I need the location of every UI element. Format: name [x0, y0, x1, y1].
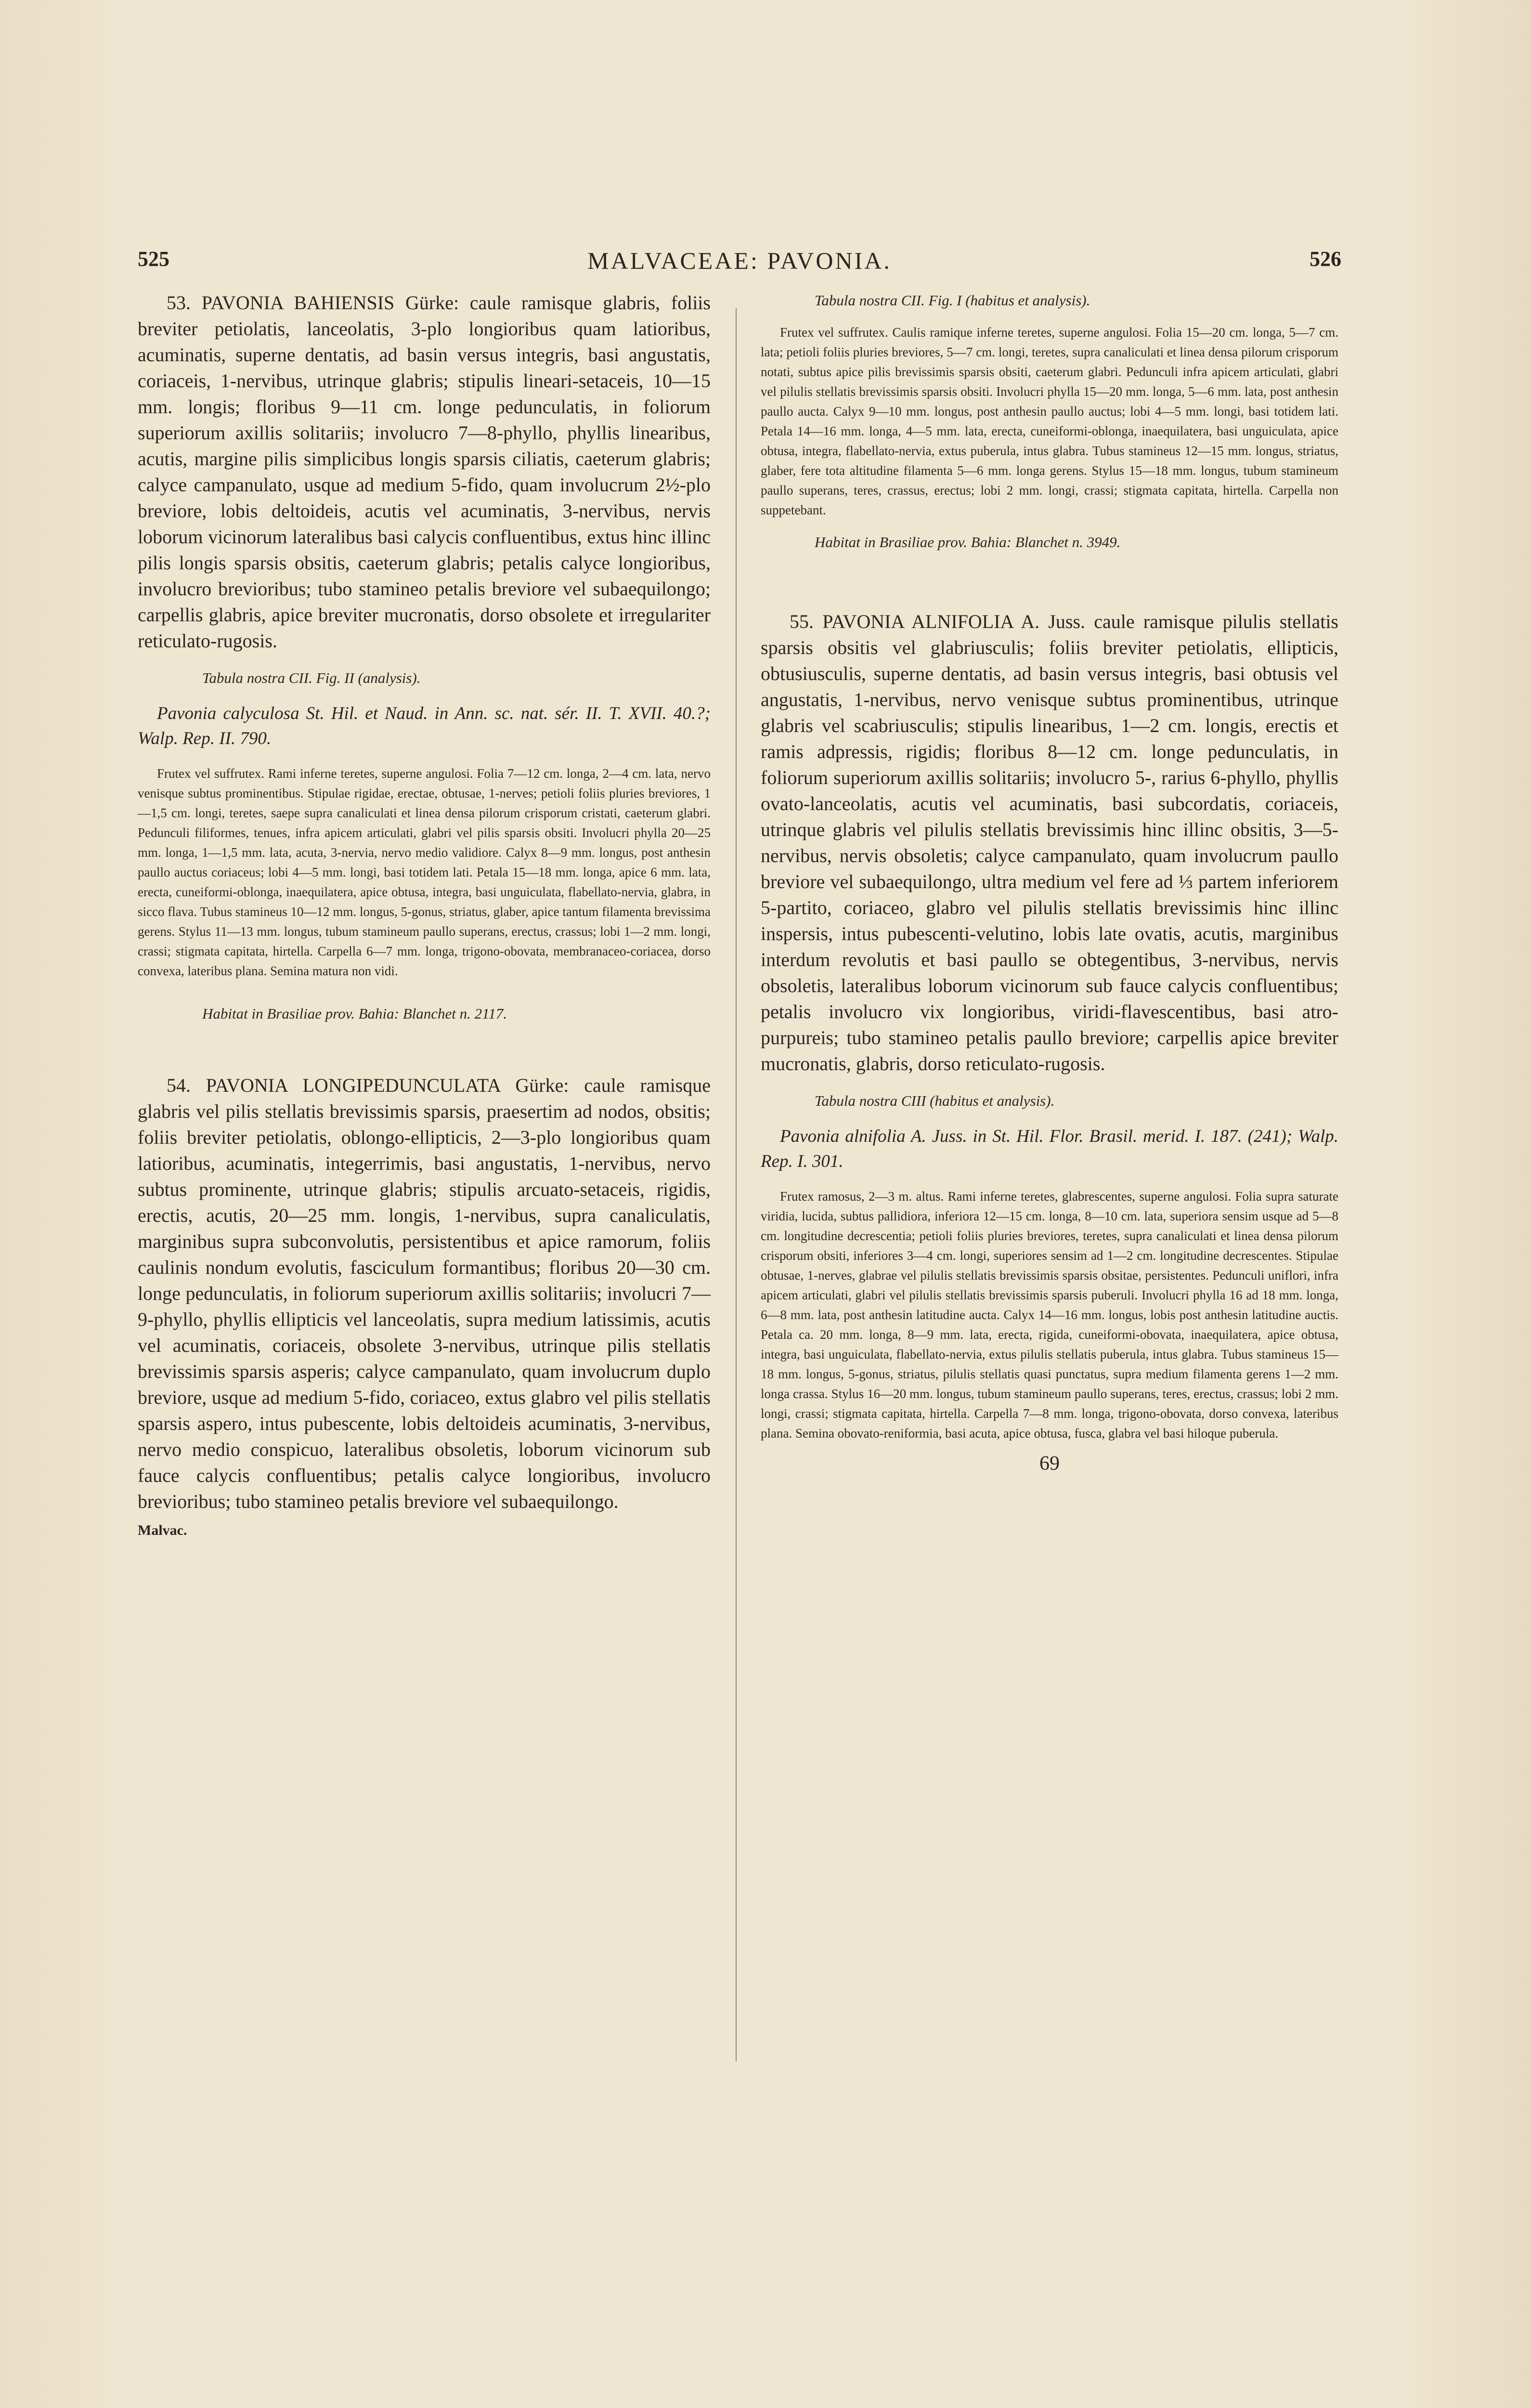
- species-53-habitat: Habitat in Brasiliae prov. Bahia: Blanchet n. 2117.: [202, 1005, 507, 1022]
- species-54-details: Frutex vel suffrutex. Caulis ramique inferne teretes, superne angulosi. Folia 15—20 cm. longa, 5—7 cm. lata; petioli foliis pluries breviores, 5—7 cm. longi, teretes, supra canaliculati et linea densa pilorum crisporum notati, subtus apice pilis brevissimis sparsis obsiti, caeterum glabri. Pedunculi infra apicem articulati, glabri vel pilulis stellatis brevissimis sparsis obsiti. Involucri phylla 15—20 mm. longa, 5—6 mm. lata, post anthesin paullo aucta. Calyx 9—10 mm. longus, post anthesin paullo auctus; lobi 4—5 mm. longi, basi totidem lati. Petala 14—16 mm. longa, 4—5 mm. lata, erecta, cuneiformi-oblonga, inaequilatera, basi unguiculata, apice obtusa, integra, flabellato-nervia, extus puberula, intus glabra. Tubus stamineus 12—15 mm. longus, striatus, glaber, fere tota altitudine filamenta 5—6 mm. longa gerens. Stylus 15—18 mm. longus, tubum stamineum paullo superans, teres, crassus, erectus; lobi 2 mm. longi, crassi; stigmata capitata, hirtella. Carpella non suppetebant.: [761, 325, 1338, 517]
- signature-mark: Malvac.: [138, 1522, 187, 1538]
- species-53-details: Frutex vel suffrutex. Rami inferne teretes, superne angulosi. Folia 7—12 cm. longa, 2—4 cm. lata, nervo venisque subtus prominentibus. Stipulae rigidae, erectae, obtusae, 1-nerves; petioli foliis pluries breviores, 1—1,5 cm. longi, teretes, saepe supra canaliculati et linea densa pilorum crisporum cristati, caeterum glabri. Pedunculi filiformes, tenues, infra apicem articulati, glabri vel pilis sparsis obsiti. Involucri phylla 20—25 mm. longa, 1—1,5 mm. lata, acuta, 3-nervia, nervo medio validiore. Calyx 8—9 mm. longus, post anthesin paullo auctus coriaceus; lobi 4—5 mm. longi, basi totidem lati. Petala 15—18 mm. longa, apice 6 mm. lata, erecta, cuneiformi-oblonga, inaequilatera, apice obtusa, integra, basi unguiculata, flabellato-nervia, glabra, in sicco flava. Tubus stamineus 10—12 mm. longus, 5-gonus, striatus, glaber, apice tantum filamenta brevissima gerens. Stylus 11—13 mm. longus, tubum stamineum paullo superans, erectus, crassus; lobi 1—2 mm. longi, crassi; stigmata capitata, hirtella. Carpella 6—7 mm. longa, trigono-obovata, membranaceo-coriacea, dorso convexa, lateribus plana. Semina matura non vidi.: [138, 766, 711, 978]
- left-column: [138, 290, 711, 1539]
- page-header: [138, 247, 1341, 280]
- species-53-description: 53. PAVONIA BAHIENSIS Gürke: caule ramisque glabris, foliis breviter petiolatis, lanceolatis, 3-plo longioribus quam latioribus, acuminatis, superne dentatis, ad basin versus integris, basi angustatis, coriaceis, 1-nervibus, utrinque glabris; stipulis lineari-setaceis, 10—15 mm. longis; floribus 9—11 cm. longe pedunculatis, in foliorum superiorum axillis solitariis; involucro 7—8-phyllo, phyllis linearibus, acutis, margine pilis simplicibus longis sparsis ciliatis, caeterum glabris; calyce campanulato, usque ad medium 5-fido, quam involucrum 2½-plo breviore, lobis deltoideis, acutis vel acuminatis, 3-nervibus, nervis loborum vicinorum lateralibus basi calycis confluentibus, extus hinc illinc pilis longis sparsis obsitis, caeterum glabris; petalis calyce longioribus, involucro brevioribus; tubo stamineo petalis breviore vel subaequilongo; carpellis glabris, apice breviter mucronatis, dorso obsolete et irregulariter reticulato-rugosis.: [138, 292, 711, 652]
- species-53-tabula: Tabula nostra CII. Fig. II (analysis).: [202, 669, 421, 686]
- species-55-details: Frutex ramosus, 2—3 m. altus. Rami inferne teretes, glabrescentes, superne angulosi. Folia supra saturate viridia, lucida, subtus pallidiora, inferiora 12—15 cm. longa, 8—10 cm. lata, superiora sensim usque ad 5—8 cm. longitudine decrescentia; petioli foliis pluries breviores, teretes, supra canaliculati et linea densa pilorum crisporum obsiti, inferiores 3—4 cm. longi, superiores sensim ad 1—2 cm. longitudine decrescentes. Stipulae obtusae, 1-nerves, glabrae vel pilulis stellatis brevissimis sparsis obsitae, persistentes. Pedunculi uniflori, infra apicem articulati, glabri vel pilulis stellatis brevissimis sparsis puberuli. Involucri phylla 16 ad 18 mm. longa, 6—8 mm. lata, post anthesin latitudine aucta. Calyx 14—16 mm. longus, lobis post anthesin latitudine auctis. Petala ca. 20 mm. longa, 8—9 mm. lata, erecta, rigida, cuneiformi-obovata, inaequilatera, apice obtusa, integra, basi unguiculata, flabellato-nervia, extus pilulis stellatis puberula, intus glabra. Tubus stamineus 15—18 mm. longus, 5-gonus, striatus, pilulis stellatis quasi punctatus, supra medium filamenta gerens 1—2 mm. longa crassa. Stylus 16—20 mm. longus, tubum stamineum paullo superans, teres, erectus, crassus; lobi 2 mm. longi, crassi; stigmata capitata, hirtella. Carpella 7—8 mm. longa, trigono-obovata, dorso convexa, lateribus plana. Semina obovato-reniformia, basi acuta, apice obtusa, fusca, glabra vel basi hiloque puberula.: [761, 1189, 1338, 1440]
- species-55-tabula: Tabula nostra CIII (habitus et analysis).: [815, 1092, 1055, 1109]
- species-54-habitat: Habitat in Brasiliae prov. Bahia: Blanchet n. 3949.: [815, 534, 1121, 550]
- page-number-right: 526: [1310, 247, 1341, 271]
- folio-signature: 69: [1039, 1453, 1060, 1475]
- page-number-left: 525: [138, 247, 169, 271]
- species-54-description: 54. PAVONIA LONGIPEDUNCULATA Gürke: caule ramisque glabris vel pilis stellatis brevissimis sparsis, praesertim ad nodos, obsitis; foliis breviter petiolatis, oblongo-ellipticis, 2—3-plo longioribus quam latioribus, acuminatis, integerrimis, basi angustatis, 1-nervibus, nervo subtus prominente, utrinque glabris; stipulis arcuato-setaceis, rigidis, erectis, acutis, 20—25 mm. longis, 1-nervibus, supra canaliculatis, marginibus supra subconvolutis, persistentibus et apice ramorum, foliis caulinis nondum evolutis, fasciculum formantibus; floribus 20—30 cm. longe pedunculatis, in foliorum superiorum axillis solitariis; involucri 7—9-phyllo, phyllis ellipticis vel lanceolatis, supra medium latissimis, acutis vel acuminatis, coriaceis, obsolete 3-nervibus, utrinque pilis stellatis brevissimis sparsis asperis; calyce campanulato, quam involucrum duplo breviore, usque ad medium 5-fido, coriaceo, extus glabro vel pilis stellatis sparsis aspero, intus pubescente, lobis deltoideis acuminatis, 3-nervibus, nervo medio conspicuo, lateralibus obsoletis, loborum vicinorum sub fauce calycis confluentibus; petalis calyce longioribus, involucro brevioribus; tubo stamineo petalis breviore vel subaequilongo.: [138, 1074, 711, 1512]
- running-title: MALVACEAE: PAVONIA.: [587, 247, 892, 274]
- column-divider: [736, 308, 737, 2061]
- species-53-synonym: Pavonia calyculosa St. Hil. et Naud. in Ann. sc. nat. sér. II. T. XVII. 40.?; Walp. Rep. II. 790.: [138, 704, 711, 748]
- species-54-tabula: Tabula nostra CII. Fig. I (habitus et analysis).: [815, 292, 1090, 309]
- right-column: [761, 290, 1338, 1475]
- species-55-description: 55. PAVONIA ALNIFOLIA A. Juss. caule ramisque pilulis stellatis sparsis obsitis vel glabriusculis; foliis breviter petiolatis, ellipticis, obtusiusculis, superne dentatis, ad basin versus integris, basi obtusis vel angustatis, 1-nervibus, nervo venisque subtus prominentibus, utrinque glabris vel scabriusculis; stipulis linearibus, 1—2 cm. longis, erectis et ramis adpressis, rigidis; floribus 8—12 cm. longe pedunculatis, in foliorum superiorum axillis solitariis; involucro 5-, rarius 6-phyllo, phyllis ovato-lanceolatis, acutis vel acuminatis, basi subcordatis, coriaceis, utrinque glabris vel pilulis stellatis brevissimis hinc illinc obsitis, 3—5-nervibus, nervis obsoletis; calyce campanulato, quam involucrum paullo breviore vel subaequilongo, ultra medium vel fere ad ⅓ partem inferiorem 5-partito, coriaceo, glabro vel pilulis stellatis brevissimis hinc illinc inspersis, intus pubescenti-velutino, lobis late ovatis, acutis, marginibus interdum revolutis et basi paullo se obtegentibus, 3-nervibus, nervis obsoletis, lateralibus loborum vicinorum sub fauce calycis confluentibus; petalis involucro vix longioribus, viridi-flavescentibus, basi atro-purpureis; tubo stamineo petalis paullo breviore; carpellis apice breviter mucronatis, glabris, dorso reticulato-rugosis.: [761, 611, 1338, 1074]
- species-55-synonym: Pavonia alnifolia A. Juss. in St. Hil. Flor. Brasil. merid. I. 187. (241); Walp. Rep. I. 301.: [761, 1126, 1338, 1171]
